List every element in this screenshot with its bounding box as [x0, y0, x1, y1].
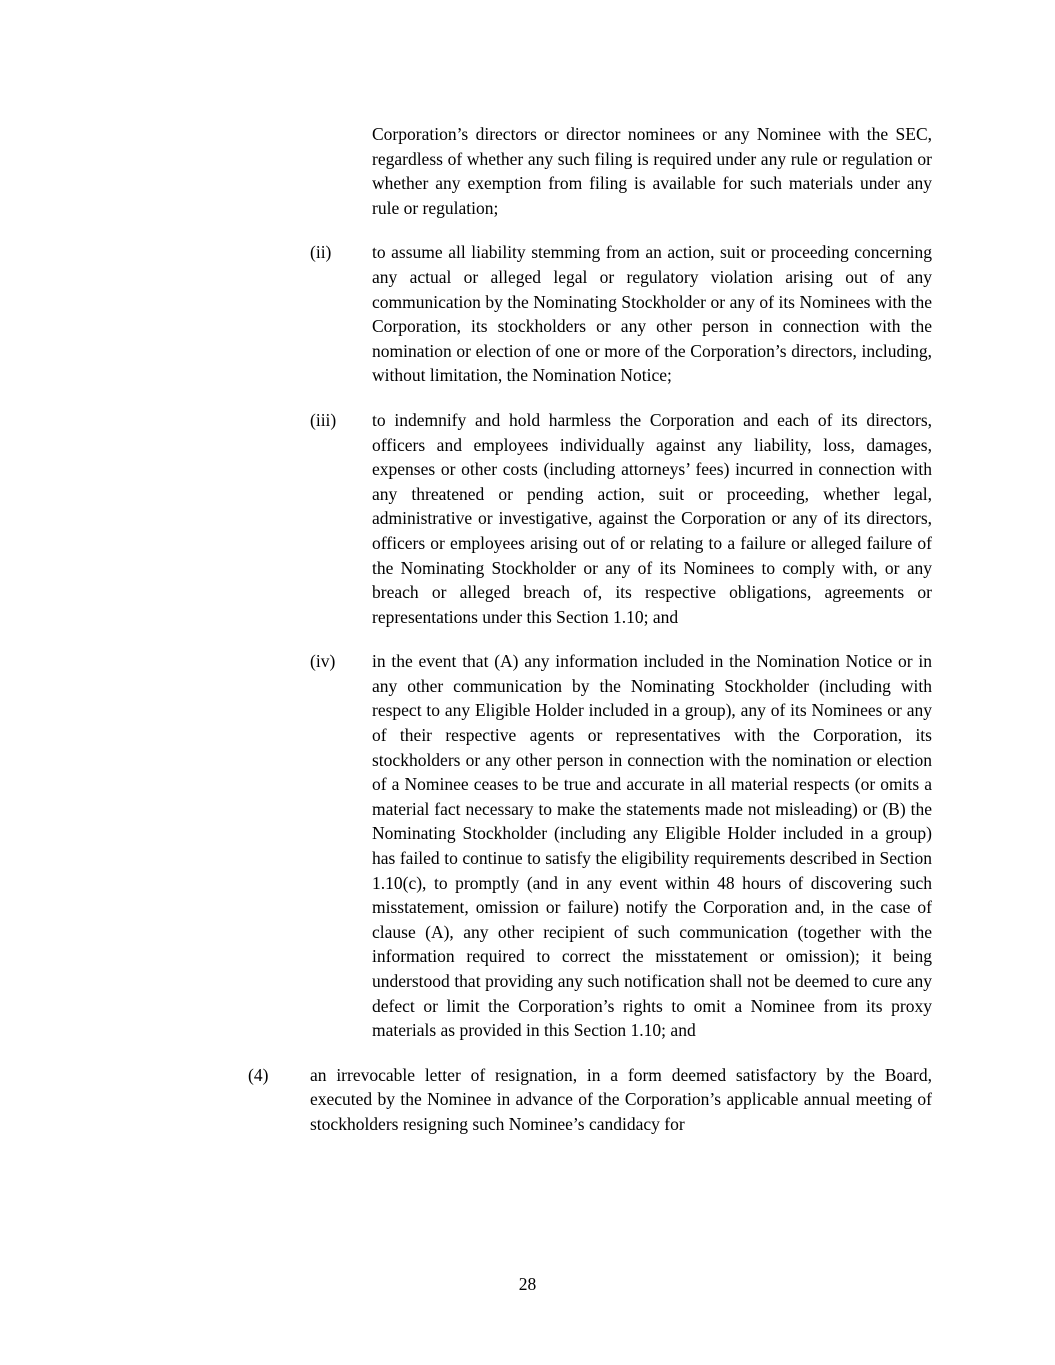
paragraph-text: in the event that (A) any information included in the Nomination Notice or in any other communication by the Nominating Stockholder (including with respect to any Eligible Holder included in a group), any of its Nominees or any of their respective agents or representatives with the Corporation, its stockholders or any other person in connection with the nomination or election of a Nominee ceases to be true and accurate in all material respects (or omits a material fact necessary to make the statements made not misleading) or (B) the Nominating Stockholder (including any Eligible Holder included in a group) has failed to continue to satisfy the eligibility requirements described in Section 1.10(c), to promptly (and in any event within 48 hours of discovering such misstatement, omission or failure) notify the Corporation and, in the case of clause (A), any other recipient of such communication (together with the information required to correct the misstatement or omission); it being understood that providing any such notification shall not be deemed to cure any defect or limit the Corporation’s rights to omit a Nominee from its proxy materials as provided in this Section 1.10; and — [372, 651, 932, 1041]
paragraph-iii — [248, 408, 932, 629]
paragraph-iv — [248, 649, 932, 1043]
paragraph-4 — [248, 1063, 932, 1137]
paragraph-text: to indemnify and hold harmless the Corporation and each of its directors, officers and employees individually against any liability, loss, damages, expenses or other costs (including attorneys’ fees) incurred in connection with any threatened or pending action, suit or proceeding, whether legal, administrative or investigative, against the Corporation or any of its directors, officers or employees arising out of or relating to a failure or alleged failure of the Nominating Stockholder or any of its Nominees to comply with, or any breach or alleged breach of, its respective obligations, agreements or representations under this Section 1.10; and — [372, 409, 932, 627]
paragraph-ii — [248, 240, 932, 388]
paragraph-text: Corporation’s directors or director nominees or any Nominee with the SEC, regardless of whether any such filing is required under any rule or regulation or whether any exemption from filing is available for such materials under any rule or regulation; — [372, 124, 932, 218]
paragraph-text: to assume all liability stemming from an action, suit or proceeding concerning any actual or alleged legal or regulatory violation arising out of any communication by the Nominating Stockholder or any of its Nominees with the Corporation, its stockholders or any other person in connection with the nomination or election of one or more of the Corporation’s directors, including, without limitation, the Nomination Notice; — [372, 242, 932, 386]
page-content — [248, 122, 932, 1137]
page-number: 28 — [518, 1274, 537, 1294]
paragraph-text: an irrevocable letter of resignation, in a form deemed satisfactory by the Board, executed by the Nominee in advance of the Corporation’s applicable annual meeting of stockholders resigning such Nominee’s candidacy for — [310, 1064, 932, 1134]
paragraph-label: (iii) — [310, 409, 337, 430]
paragraph-label: (ii) — [310, 242, 332, 263]
continuation-paragraph — [248, 122, 932, 220]
paragraph-label: (iv) — [310, 651, 336, 672]
paragraph-label: (4) — [248, 1064, 269, 1085]
